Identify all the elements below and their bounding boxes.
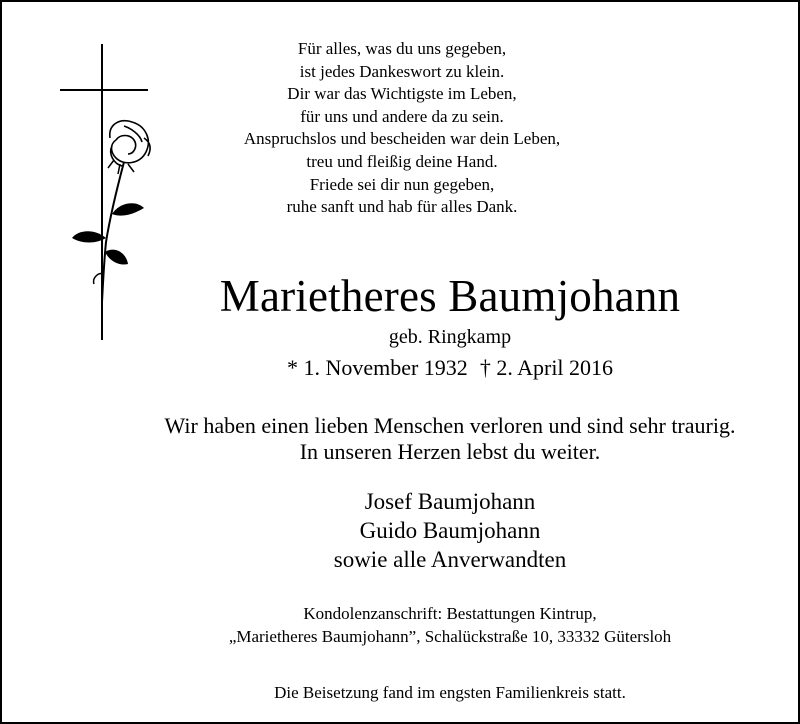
mourner: sowie alle Anverwandten xyxy=(333,547,567,572)
birth-date: * 1. November 1932 xyxy=(286,355,468,380)
life-dates xyxy=(2,354,800,382)
poem xyxy=(202,38,602,219)
mourners-list xyxy=(2,487,800,574)
mourning-message xyxy=(2,413,800,465)
poem-line: treu und fleißig deine Hand. xyxy=(306,151,498,171)
mourner: Guido Baumjohann xyxy=(359,518,541,543)
poem-line: Für alles, was du uns gegeben, xyxy=(297,39,507,58)
burial-note: Die Beisetzung fand im engsten Familienkreis statt. xyxy=(274,683,626,702)
condolence-address xyxy=(2,602,800,648)
message-line: Wir haben einen lieben Menschen verloren und sind sehr traurig. xyxy=(164,413,736,438)
deceased-name: Marietheres Baumjohann xyxy=(219,271,681,321)
poem-line: ruhe sanft und hab für alles Dank. xyxy=(286,197,518,217)
poem-line: Dir war das Wichtigste im Leben, xyxy=(287,84,517,104)
condolence-line: „Marietheres Baumjohann”, Schalückstraße 10, 33332 Gütersloh xyxy=(228,627,672,646)
birth-name: geb. Ringkamp xyxy=(388,326,512,348)
condolence-line: Kondolenzanschrift: Bestattungen Kintrup, xyxy=(303,604,597,623)
death-date: † 2. April 2016 xyxy=(479,355,614,380)
poem-line: Anspruchslos und bescheiden war dein Leben, xyxy=(243,129,561,149)
message-line: In unseren Herzen lebst du weiter. xyxy=(299,439,601,464)
mourner: Josef Baumjohann xyxy=(364,489,536,514)
poem-line: für uns und andere da zu sein. xyxy=(300,106,504,126)
poem-line: ist jedes Dankeswort zu klein. xyxy=(299,61,505,81)
poem-line: Friede sei dir nun gegeben, xyxy=(309,174,495,194)
